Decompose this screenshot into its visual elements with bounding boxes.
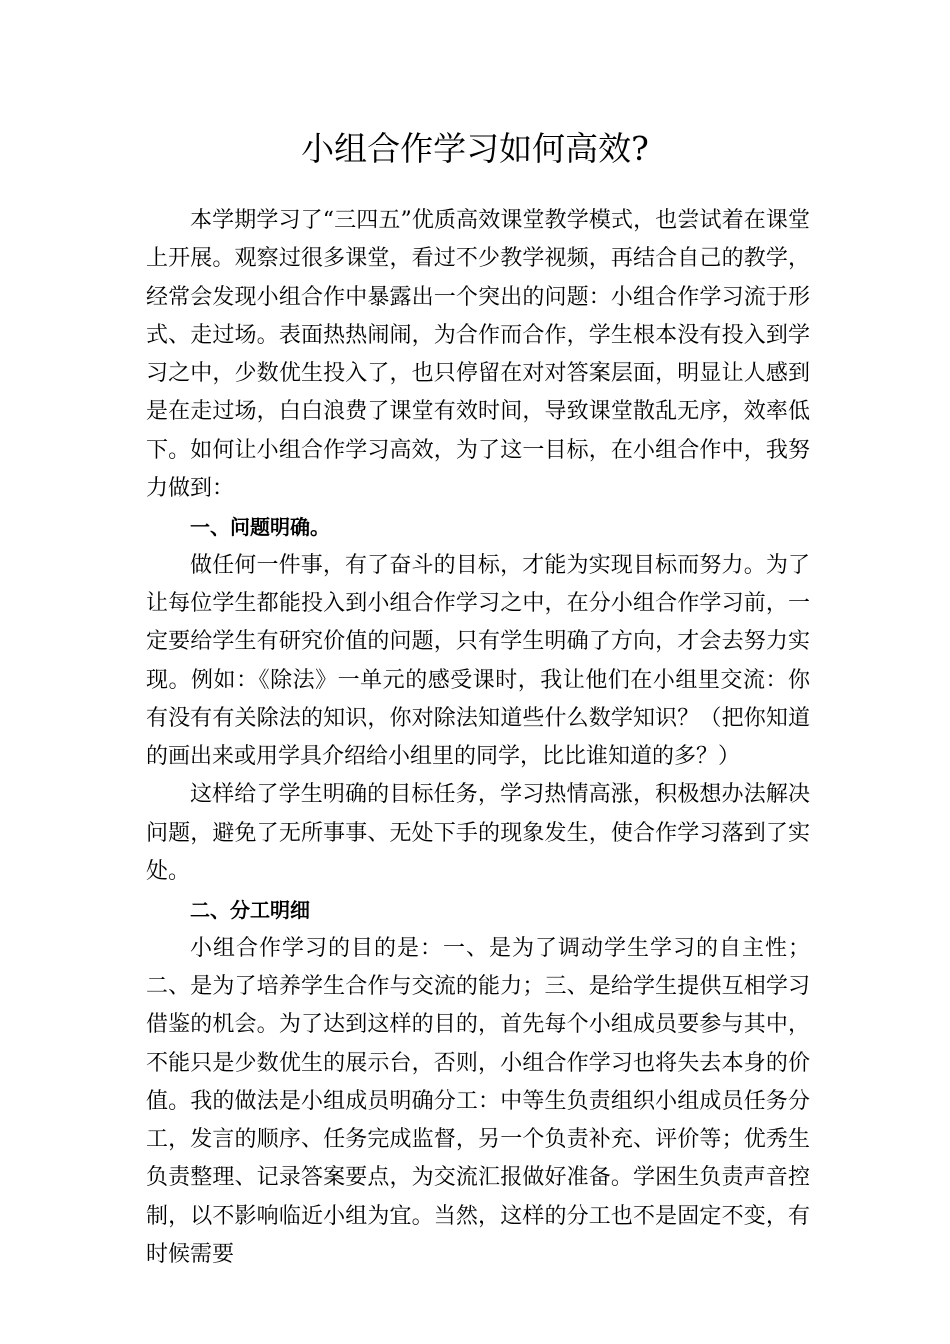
section-1-paragraph-2: 这样给了学生明确的目标任务，学习热情高涨，积极想办法解决问题，避免了无所事事、无处下手的现象发生，使合作学习落到了实处。 <box>146 782 810 885</box>
section-2-paragraph-1: 小组合作学习的目的是：一、是为了调动学生学习的自主性；二、是为了培养学生合作与交流的能力；三、是给学生提供互相学习借鉴的机会。为了达到这样的目的，首先每个小组成员要参与其中，不能只是少数优生的展示台，否则，小组合作学习也将失去本身的价值。我的做法是小组成员明确分工：中等生负责组织小组成员任务分工，发言的顺序、任务完成监督，另一个负责补充、评价等；优秀生负责整理、记录答案要点，为交流汇报做好准备。学困生负责声音控制，以不影响临近小组为宜。当然，这样的分工也不是固定不变，有时候需要 <box>146 935 810 1268</box>
section-1-paragraph-1: 做任何一件事，有了奋斗的目标，才能为实现目标而努力。为了让每位学生都能投入到小组合作学习之中，在分小组合作学习前，一定要给学生有研究价值的问题，只有学生明确了方向，才会去努力实现。例如：《除法》一单元的感受课时，我让他们在小组里交流：你有没有有关除法的知识，你对除法知道些什么数学知识？（把你知道的画出来或用学具介绍给小组里的同学，比比谁知道的多？） <box>146 552 810 770</box>
section-heading-1: 一、问题明确。 <box>190 515 330 540</box>
section-heading-2: 二、分工明细 <box>190 898 310 923</box>
intro-paragraph: 本学期学习了“三四五”优质高效课堂教学模式，也尝试着在课堂上开展。观察过很多课堂，看过不少教学视频，再结合自己的教学，经常会发现小组合作中暴露出一个突出的问题：小组合作学习流于形式、走过场。表面热热闹闹，为合作而合作，学生根本没有投入到学习之中，少数优生投入了，也只停留在对对答案层面，明显让人感到是在走过场，白白浪费了课堂有效时间，导致课堂散乱无序，效率低下。如何让小组合作学习高效，为了这一目标，在小组合作中，我努力做到： <box>146 208 810 502</box>
document-title: 小组合作学习如何高效? <box>301 129 649 168</box>
document-body <box>146 202 810 1274</box>
